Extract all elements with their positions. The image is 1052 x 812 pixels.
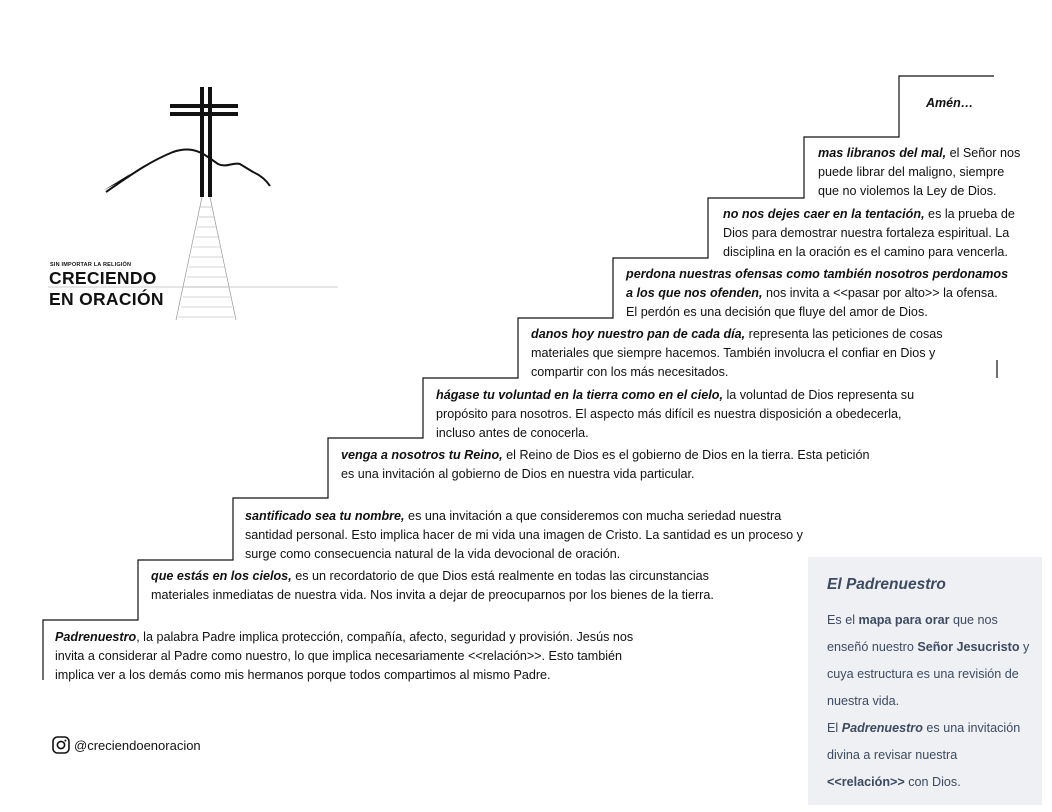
- step-line: santidad personal. Esto implica hacer de mi vida una imagen de Cristo. La santidad es un proceso y: [245, 528, 803, 542]
- step-line: danos hoy nuestro pan de cada día, representa las peticiones de cosas: [531, 327, 943, 341]
- instagram-icon: [52, 736, 70, 754]
- info-p2-a: El: [827, 721, 842, 735]
- step-line: a los que nos ofenden, nos invita a <<pasar por alto>> la ofensa.: [626, 286, 998, 300]
- step-line: surge como consecuencia natural de la vida devocional de oración.: [245, 547, 621, 561]
- info-box-text: [827, 607, 1032, 796]
- logo-name: [49, 268, 164, 310]
- info-p2-b: Padrenuestro: [841, 721, 923, 735]
- instagram-handle-text: @creciendoenoracion: [74, 737, 201, 753]
- step-line: Dios para demostrar nuestra fortaleza espiritual. La: [723, 226, 1010, 240]
- step-line: hágase tu voluntad en la tierra como en el cielo, la voluntad de Dios representa su: [436, 388, 915, 402]
- info-p1-c: que nos enseñó nuestro: [827, 613, 998, 654]
- step-mal: [818, 144, 1048, 201]
- info-p2-e: con Dios.: [904, 775, 961, 789]
- step-line: materiales que siempre hacemos. También involucra el confiar en Dios y: [531, 346, 936, 360]
- step-padrenuestro: [55, 628, 675, 685]
- step-reino: [341, 446, 901, 484]
- step-cielos: [151, 567, 771, 605]
- step-santificado: [245, 507, 845, 564]
- info-p1-b: mapa para orar: [858, 613, 950, 627]
- step-line: puede librar del maligno, siempre: [818, 165, 1005, 179]
- step-line: perdona nuestras ofensas como también nosotros perdonamos: [626, 267, 1009, 281]
- info-p1-d: Señor Jesucristo: [917, 640, 1020, 654]
- instagram-handle[interactable]: [52, 736, 201, 754]
- logo-name-line2: EN ORACIÓN: [49, 289, 164, 309]
- step-line: implica ver a los demás como mis hermanos porque todos compartimos al mismo Padre.: [55, 668, 551, 682]
- step-line: Padrenuestro, la palabra Padre implica protección, compañía, afecto, seguridad y provisión. Jesús nos: [55, 630, 634, 644]
- logo-name-line1: CRECIENDO: [49, 268, 157, 288]
- step-line: que no violemos la Ley de Dios.: [818, 184, 997, 198]
- info-p1-a: Es el: [827, 613, 859, 627]
- info-p2-d: <<relación>>: [827, 775, 905, 789]
- step-line: es una invitación al gobierno de Dios en nuestra vida particular.: [341, 467, 695, 481]
- step-line: venga a nosotros tu Reino, el Reino de Dios es el gobierno de Dios en la tierra. Esta petición: [341, 448, 870, 462]
- step-pan: [531, 325, 981, 382]
- amen-text: Amén…: [926, 96, 974, 110]
- step-perdona: [626, 265, 1046, 322]
- padrenuestro-info-box: [808, 557, 1042, 805]
- step-line: santificado sea tu nombre, es una invitación a que consideremos con mucha seriedad nuestra: [245, 509, 782, 523]
- step-voluntad: [436, 386, 956, 443]
- step-line: El perdón es una decisión que fluye del amor de Dios.: [626, 305, 928, 319]
- step-line: mas libranos del mal, el Señor nos: [818, 146, 1021, 160]
- step-line: disciplina en la oración es el camino para vencerla.: [723, 245, 1008, 259]
- step-line: incluso antes de conocerla.: [436, 426, 589, 440]
- step-line: propósito para nosotros. El aspecto más difícil es nuestra disposición a obedecerla,: [436, 407, 902, 421]
- step-line: compartir con los más necesitados.: [531, 365, 729, 379]
- info-p1-e: y cuya estructura es una revisión de nuestra vida.: [827, 640, 1030, 708]
- info-p2-c: es una invitación divina a revisar nuestra: [827, 721, 1021, 762]
- info-box-title: El Padrenuestro: [827, 576, 946, 593]
- logo-tagline: SIN IMPORTAR LA RELIGIÓN: [50, 262, 132, 268]
- step-line: no nos dejes caer en la tentación, es la prueba de: [723, 207, 1015, 221]
- step-tentacion: [723, 205, 1043, 262]
- step-line: que estás en los cielos, es un recordatorio de que Dios está realmente en todas las circunstancias: [151, 569, 709, 583]
- step-line: materiales inmediatas de nuestra vida. Nos invita a dejar de preocuparnos por los bienes de la tierra.: [151, 588, 714, 602]
- step-line: invita a considerar al Padre como nuestro, lo que implica necesariamente <<relación>>. Esto también: [55, 649, 623, 663]
